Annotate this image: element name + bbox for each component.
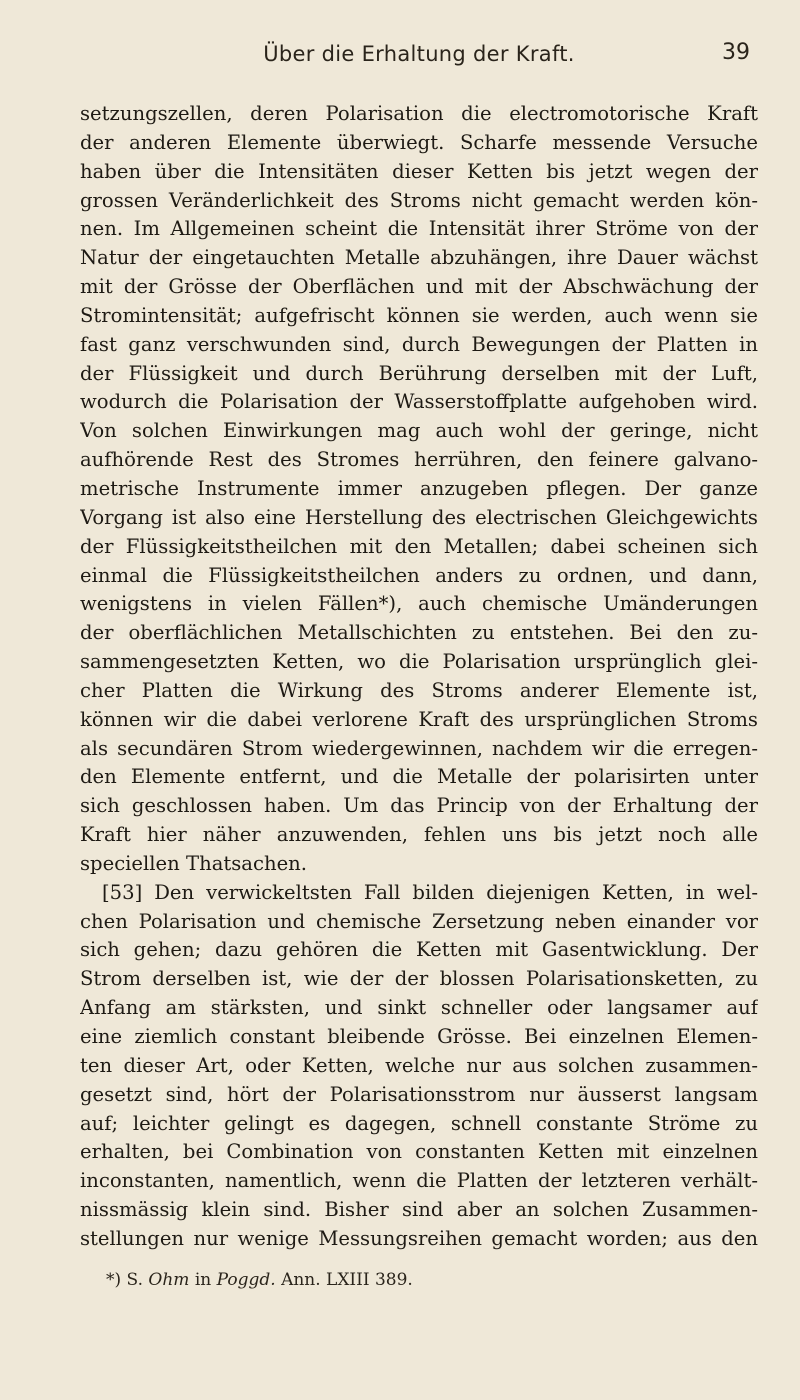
text-line: gesetzt sind, hört der Polarisationsstrom nur äusserst langsam bbox=[80, 1082, 758, 1106]
text-line: einmal die Flüssigkeitstheilchen anders zu ordnen, und dann, bbox=[80, 563, 758, 587]
text-line: als secundären Strom wiedergewinnen, nachdem wir die erregen- bbox=[80, 736, 758, 760]
text-line: Strom derselben ist, wie der der blossen Polarisationsketten, zu bbox=[80, 967, 758, 991]
text-line: den Elemente entfernt, und die Metalle der polarisirten unter bbox=[80, 765, 758, 789]
text-line: ten dieser Art, oder Ketten, welche nur aus solchen zusammen- bbox=[80, 1053, 758, 1077]
text-line: erhalten, bei Combination von constanten Ketten mit einzelnen bbox=[80, 1140, 758, 1164]
text-line: können wir die dabei verlorene Kraft des ursprünglichen Stroms bbox=[80, 707, 758, 731]
text-line: nen. Im Allgemeinen scheint die Intensität ihrer Ströme von der bbox=[80, 217, 758, 241]
footnote-journal: Poggd. bbox=[216, 1269, 276, 1290]
running-title: Über die Erhaltung der Kraft. bbox=[263, 42, 575, 66]
text-line: inconstanten, namentlich, wenn die Platten der letzteren verhält- bbox=[80, 1169, 758, 1193]
text-line: der oberflächlichen Metallschichten zu entstehen. Bei den zu- bbox=[80, 621, 758, 645]
text-line: Von solchen Einwirkungen mag auch wohl der geringe, nicht bbox=[80, 419, 758, 443]
text-line: nissmässig klein sind. Bisher sind aber an solchen Zusammen- bbox=[80, 1198, 758, 1222]
text-line: der Flüssigkeit und durch Berührung derselben mit der Luft, bbox=[80, 361, 758, 385]
page-header bbox=[80, 0, 758, 88]
footnote-reference: Ann. LXIII 389. bbox=[281, 1269, 413, 1290]
paragraph-end-line: speciellen Thatsachen. bbox=[80, 851, 308, 875]
text-line: cher Platten die Wirkung des Stroms anderer Elemente ist, bbox=[80, 678, 758, 702]
text-line: der anderen Elemente überwiegt. Scharfe messende Versuche bbox=[80, 130, 758, 154]
footnote bbox=[80, 1268, 758, 1292]
body-text bbox=[80, 100, 758, 1254]
text-line: Natur der eingetauchten Metalle abzuhängen, ihre Dauer wächst bbox=[80, 246, 758, 270]
text-line: Vorgang ist also eine Herstellung des electrischen Gleichgewichts bbox=[80, 505, 758, 529]
text-line: der Flüssigkeitstheilchen mit den Metallen; dabei scheinen sich bbox=[80, 534, 758, 558]
text-line: metrische Instrumente immer anzugeben pflegen. Der ganze bbox=[80, 476, 758, 500]
text-line: setzungszellen, deren Polarisation die electromotorische Kraft bbox=[80, 102, 758, 125]
text-line: Anfang am stärksten, und sinkt schneller oder langsamer auf bbox=[80, 996, 758, 1020]
text-line: sich geschlossen haben. Um das Princip von der Erhaltung der bbox=[80, 794, 758, 818]
text-line: mit der Grösse der Oberflächen und mit der Abschwächung der bbox=[80, 275, 758, 299]
text-line: stellungen nur wenige Messungsreihen gemacht worden; aus den bbox=[80, 1226, 758, 1250]
text-line: fast ganz verschwunden sind, durch Bewegungen der Platten in bbox=[80, 332, 758, 356]
footnote-author: Ohm bbox=[148, 1269, 190, 1290]
text-line: wenigstens in vielen Fällen*), auch chemische Umänderungen bbox=[80, 592, 758, 616]
text-line: haben über die Intensitäten dieser Ketten bis jetzt wegen der bbox=[80, 159, 758, 183]
text-line: sich gehen; dazu gehören die Ketten mit Gasentwicklung. Der bbox=[80, 938, 758, 962]
text-line: Kraft hier näher anzuwenden, fehlen uns bis jetzt noch alle bbox=[80, 823, 758, 847]
footnote-marker: *) S. bbox=[106, 1269, 143, 1290]
text-line: aufhörende Rest des Stromes herrühren, den feinere galvano- bbox=[80, 448, 758, 472]
text-line: auf; leichter gelingt es dagegen, schnell constante Ströme zu bbox=[80, 1111, 758, 1135]
text-line: Stromintensität; aufgefrischt können sie werden, auch wenn sie bbox=[80, 303, 758, 327]
text-line: grossen Veränderlichkeit des Stroms nicht gemacht werden kön- bbox=[80, 188, 758, 212]
footnote-connector: in bbox=[194, 1269, 212, 1290]
text-line: eine ziemlich constant bleibende Grösse. Bei einzelnen Elemen- bbox=[80, 1025, 758, 1048]
text-line: sammengesetzten Ketten, wo die Polarisation ursprünglich glei- bbox=[80, 650, 758, 674]
page-number: 39 bbox=[722, 40, 750, 65]
text-line: wodurch die Polarisation der Wasserstoffplatte aufgehoben wird. bbox=[80, 390, 758, 414]
paragraph-start-line: [53] Den verwickeltsten Fall bilden diejenigen Ketten, in wel- bbox=[102, 880, 758, 904]
text-line: chen Polarisation und chemische Zersetzung neben einander vor bbox=[80, 909, 758, 933]
